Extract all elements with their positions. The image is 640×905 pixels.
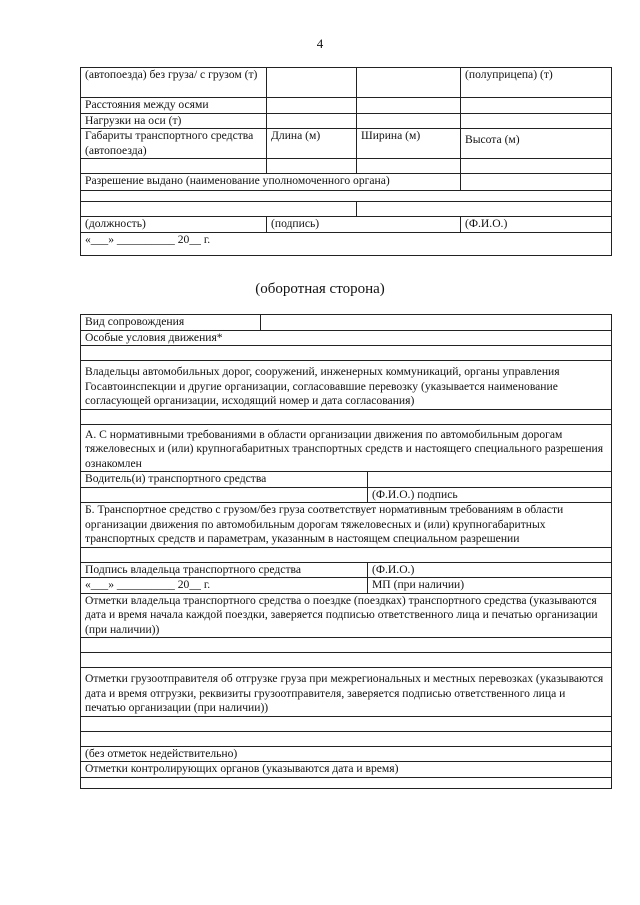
drivers-signature-cell[interactable] xyxy=(81,487,368,503)
axles-distance-cell-2[interactable] xyxy=(357,98,461,114)
section-a-text: А. С нормативными требованиями в области организации движения по автомобильным дорогам тяжеловесных и (или) крупногабаритных транспортных средств и настоящего специального разрешения ознакомлен xyxy=(81,424,612,472)
dimensions-value-1[interactable] xyxy=(81,159,267,174)
owner-trips-value-2[interactable] xyxy=(81,653,612,668)
control-marks-value[interactable] xyxy=(81,777,612,788)
signature-value[interactable] xyxy=(357,202,612,217)
control-marks-text: Отметки контролирующих органов (указываются дата и время) xyxy=(81,762,612,778)
shipper-marks-value-2[interactable] xyxy=(81,731,612,746)
position-label: (должность) xyxy=(81,217,267,233)
weight-label: (автопоезда) без груза/ с грузом (т) xyxy=(81,68,267,98)
front-date: «___» __________ 20__ г. xyxy=(81,232,612,255)
section-b-text: Б. Транспортное средство с грузом/без груза соответствует нормативным требованиям в области организации движения по автомобильным дорогам тяжеловесных и (или) крупногабаритных транспортных средств и параметрам, указанным в настоящем специальном разрешении xyxy=(81,503,612,548)
weight-cell-1[interactable] xyxy=(267,68,357,98)
shipper-marks-value-1[interactable] xyxy=(81,716,612,731)
shipper-marks-text: Отметки грузоотправителя об отгрузке груза при межрегиональных и местных перевозках (указываются дата и время отгрузки, реквизиты грузоотправителя, заверяется подписью ответственного лица и печатью организации (при наличии)) xyxy=(81,668,612,717)
axles-distance-cell-3[interactable] xyxy=(461,98,612,114)
axles-distance-label: Расстояния между осями xyxy=(81,98,267,114)
axle-load-cell-3[interactable] xyxy=(461,113,612,129)
dimensions-value-4[interactable] xyxy=(461,159,612,174)
height-label: Высота (м) xyxy=(461,129,612,159)
length-label: Длина (м) xyxy=(267,129,357,159)
fio-signature-label: (Ф.И.О.) подпись xyxy=(368,487,612,503)
owner-trips-text: Отметки владельца транспортного средства о поездке (поездках) транспортного средства (указываются дата и время начала каждой поездки, заверяется подписью ответственного лица и печатью организации (при наличии)) xyxy=(81,593,612,638)
weight-semitrailer-label: (полуприцепа) (т) xyxy=(461,68,612,98)
back-permit-table xyxy=(80,314,612,789)
axle-load-cell-1[interactable] xyxy=(267,113,357,129)
owners-approval-value[interactable] xyxy=(81,409,612,424)
signature-label: (подпись) xyxy=(267,217,461,233)
special-conditions-label: Особые условия движения* xyxy=(81,330,612,346)
weight-cell-2[interactable] xyxy=(357,68,461,98)
owner-trips-value-1[interactable] xyxy=(81,638,612,653)
position-value[interactable] xyxy=(81,202,357,217)
escort-type-value[interactable] xyxy=(261,315,612,331)
dimensions-value-3[interactable] xyxy=(357,159,461,174)
owner-signature-label: Подпись владельца транспортного средства xyxy=(81,562,368,578)
permit-issued-label: Разрешение выдано (наименование уполномоченного органа) xyxy=(81,174,461,191)
width-label: Ширина (м) xyxy=(357,129,461,159)
owner-fio-label: (Ф.И.О.) xyxy=(368,562,612,578)
axle-load-cell-2[interactable] xyxy=(357,113,461,129)
stamp-label: МП (при наличии) xyxy=(368,578,612,594)
section-b-value[interactable] xyxy=(81,547,612,562)
back-date: «___» __________ 20__ г. xyxy=(81,578,368,594)
drivers-value[interactable] xyxy=(368,472,612,488)
dimensions-label: Габариты транспортного средства (автопоезда) xyxy=(81,129,267,159)
front-permit-table xyxy=(80,67,612,256)
permit-issued-value[interactable] xyxy=(81,191,612,202)
special-conditions-value[interactable] xyxy=(81,346,612,361)
invalid-without-marks: (без отметок недействительно) xyxy=(81,746,612,762)
fio-label: (Ф.И.О.) xyxy=(461,217,612,233)
escort-type-label: Вид сопровождения xyxy=(81,315,261,331)
page-number: 4 xyxy=(316,36,324,51)
axles-distance-cell-1[interactable] xyxy=(267,98,357,114)
dimensions-value-2[interactable] xyxy=(267,159,357,174)
drivers-label: Водитель(и) транспортного средства xyxy=(81,472,368,488)
owners-approval-text: Владельцы автомобильных дорог, сооружений, инженерных коммуникаций, органы управления Госавтоинспекции и другие организации, согласовавшие перевозку (указывается наименование согласующей организации, исходящий номер и дата согласования) xyxy=(81,361,612,410)
back-side-title: (оборотная сторона) xyxy=(255,281,385,297)
permit-issued-cell[interactable] xyxy=(461,174,612,191)
axle-load-label: Нагрузки на оси (т) xyxy=(81,113,267,129)
